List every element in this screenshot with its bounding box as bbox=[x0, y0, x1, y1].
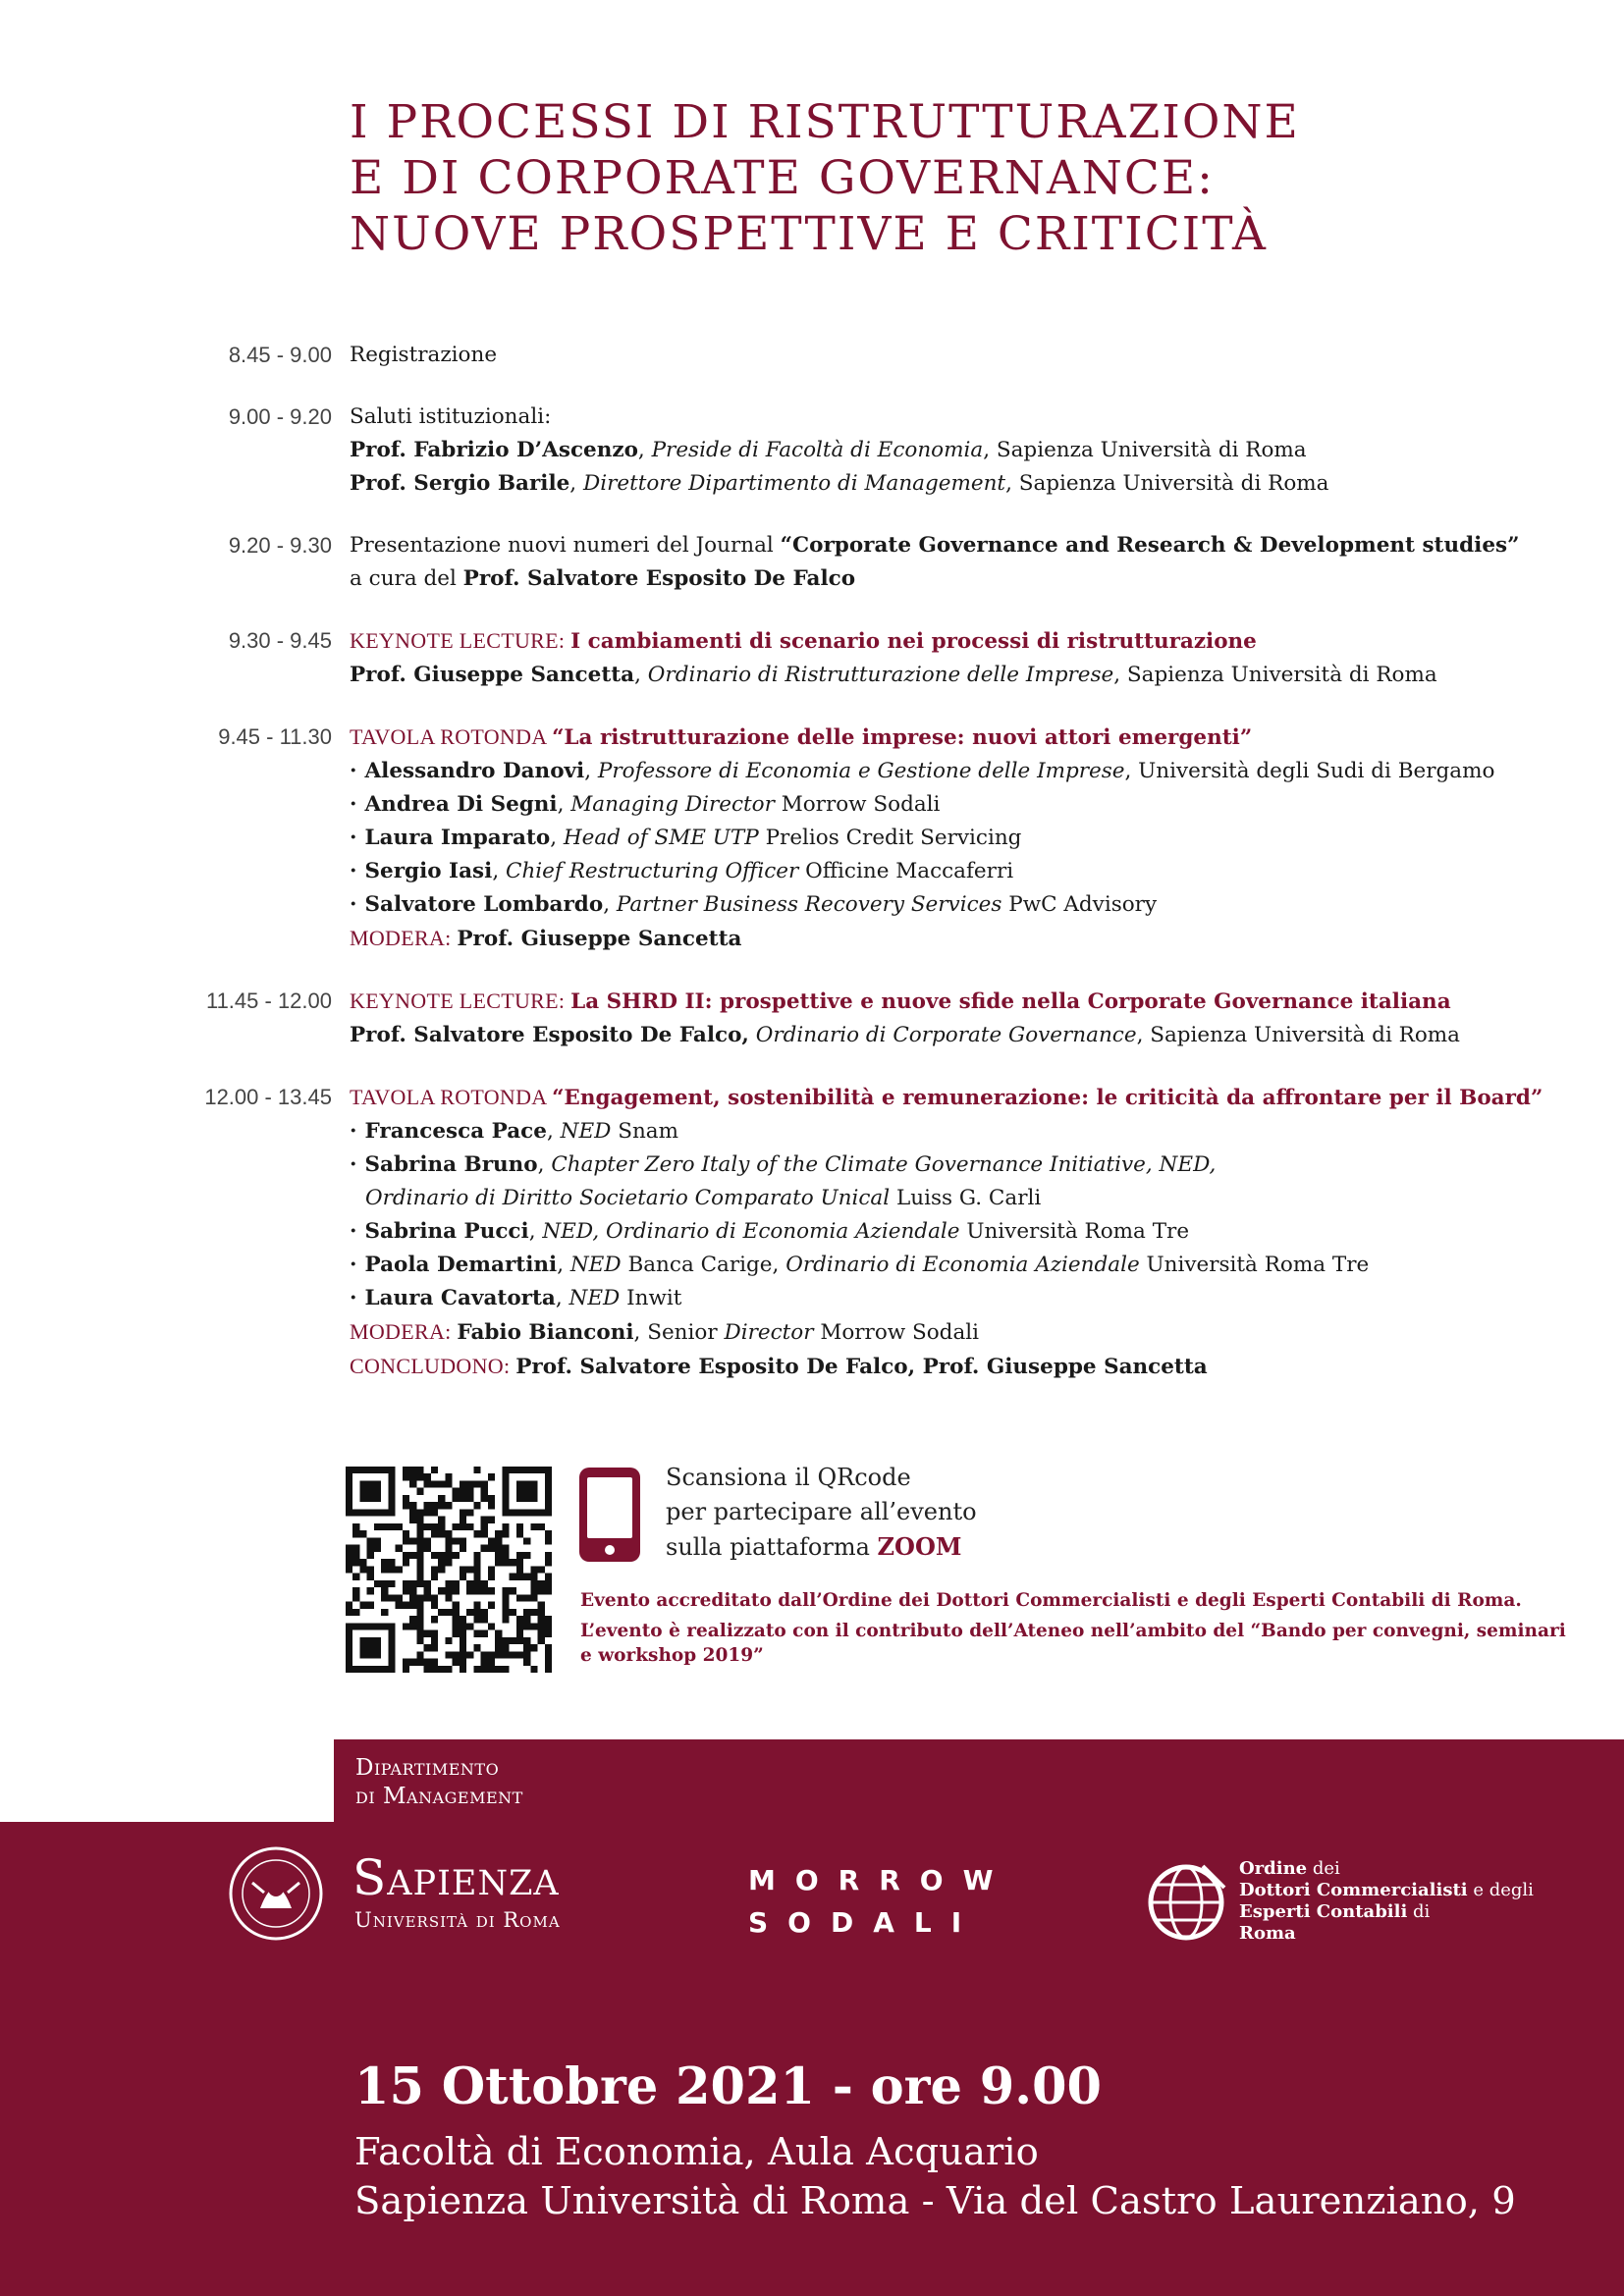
zoom-line-3: sulla piattaforma ZOOM bbox=[666, 1532, 962, 1561]
slot-journal bbox=[0, 529, 1624, 596]
event-notes bbox=[580, 1588, 1572, 1674]
globe-icon bbox=[1142, 1858, 1230, 1947]
sapienza-subtitle: Università di Roma bbox=[354, 1908, 561, 1932]
zoom-line-1: Scansiona il QRcode bbox=[666, 1464, 911, 1491]
zoom-instructions bbox=[666, 1461, 977, 1565]
panelist-line: · Sabrina Pucci, NED, Ordinario di Economia Aziendale Università Roma Tre bbox=[350, 1219, 1190, 1244]
title-line-2: E DI CORPORATE GOVERNANCE: bbox=[350, 151, 1216, 205]
panelist-line-cont: Ordinario di Diritto Societario Comparato Unical Luiss G. Carli bbox=[365, 1186, 1042, 1210]
funding-note: L’evento è realizzato con il contributo dell’Ateneo nell’ambito del “Bando per convegni, seminari e workshop 2019” bbox=[580, 1621, 1566, 1666]
speaker-line: Prof. Salvatore Esposito De Falco, Ordinario di Corporate Governance, Sapienza Università di Roma bbox=[350, 1023, 1460, 1047]
department-tab bbox=[0, 1739, 334, 1822]
panelist-line: · Salvatore Lombardo, Partner Business Recovery Services PwC Advisory bbox=[350, 892, 1158, 917]
slot-text: Registrazione bbox=[350, 343, 498, 367]
slot-time: 11.45 - 12.00 bbox=[205, 988, 332, 1013]
panelist-line: · Alessandro Danovi, Professore di Economia e Gestione delle Imprese, Università degli Sudi di Bergamo bbox=[350, 759, 1495, 783]
department-line-2: di Management bbox=[355, 1784, 523, 1809]
slot-time: 9.20 - 9.30 bbox=[228, 533, 332, 558]
zoom-platform-name: ZOOM bbox=[877, 1532, 962, 1561]
event-location-line-1: Facoltà di Economia, Aula Acquario bbox=[354, 2130, 1039, 2174]
panelist-line: · Andrea Di Segni, Managing Director Morrow Sodali bbox=[350, 792, 941, 817]
panelist-line: · Francesca Pace, NED Snam bbox=[350, 1119, 678, 1144]
slot-curator: a cura del Prof. Salvatore Esposito De Falco bbox=[350, 566, 856, 591]
panelist-line: · Sabrina Bruno, Chapter Zero Italy of the Climate Governance Initiative, NED, bbox=[350, 1152, 1217, 1177]
slot-time: 9.45 - 11.30 bbox=[218, 724, 332, 749]
panelist-line: · Sergio Iasi, Chief Restructuring Officer Officine Maccaferri bbox=[350, 859, 1014, 883]
slot-heading: TAVOLA ROTONDA “La ristrutturazione delle imprese: nuovi attori emergenti” bbox=[350, 724, 1253, 750]
smartphone-icon bbox=[579, 1468, 640, 1562]
slot-text: Presentazione nuovi numeri del Journal “Corporate Governance and Research & Development studies” bbox=[350, 533, 1520, 558]
slot-heading: KEYNOTE LECTURE: I cambiamenti di scenario nei processi di ristrutturazione bbox=[350, 628, 1257, 654]
slot-heading: TAVOLA ROTONDA “Engagement, sostenibilità e remunerazione: le criticità da affrontare per il Board” bbox=[350, 1085, 1543, 1110]
slot-time: 9.30 - 9.45 bbox=[228, 628, 332, 653]
program-schedule bbox=[0, 339, 1624, 1413]
moderator-line: MODERA: Prof. Giuseppe Sancetta bbox=[350, 926, 742, 951]
slot-time: 9.00 - 9.20 bbox=[228, 404, 332, 429]
panelist-line: · Laura Imparato, Head of SME UTP Prelios Credit Servicing bbox=[350, 826, 1022, 850]
slot-time: 12.00 - 13.45 bbox=[204, 1085, 332, 1109]
sapienza-wordmark: Sapienza bbox=[352, 1849, 560, 1906]
morrow-logo-line-1: MORROW bbox=[748, 1864, 1013, 1896]
title-line-3: NUOVE PROSPETTIVE E CRITICITÀ bbox=[350, 207, 1268, 261]
panelist-line: · Paola Demartini, NED Banca Carige, Ordinario di Economia Aziendale Università Roma Tre bbox=[350, 1253, 1370, 1277]
zoom-line-2: per partecipare all’evento bbox=[666, 1498, 977, 1525]
speaker-line: Prof. Sergio Barile, Direttore Dipartimento di Management, Sapienza Università di Roma bbox=[350, 471, 1329, 496]
panelist-line: · Laura Cavatorta, NED Inwit bbox=[350, 1286, 682, 1310]
slot-roundtable-2 bbox=[0, 1081, 1624, 1384]
event-location-line-2: Sapienza Università di Roma - Via del Castro Laurenziano, 9 bbox=[354, 2179, 1516, 2223]
slot-text: Saluti istituzionali: bbox=[350, 404, 552, 429]
accreditation-note: Evento accreditato dall’Ordine dei Dottori Commercialisti e degli Esperti Contabili di Roma. bbox=[580, 1590, 1522, 1611]
conclusion-line: CONCLUDONO: Prof. Salvatore Esposito De Falco, Prof. Giuseppe Sancetta bbox=[350, 1354, 1208, 1379]
event-date: 15 Ottobre 2021 - ore 9.00 bbox=[354, 2057, 1102, 2116]
moderator-line: MODERA: Fabio Bianconi, Senior Director Morrow Sodali bbox=[350, 1319, 980, 1345]
slot-time: 8.45 - 9.00 bbox=[228, 343, 332, 367]
sapienza-seal-icon bbox=[228, 1845, 324, 1942]
odc-roma-logo-text: Ordine dei Dottori Commercialisti e degli Esperti Contabili di Roma bbox=[1239, 1858, 1534, 1944]
speaker-line: Prof. Giuseppe Sancetta, Ordinario di Ristrutturazione delle Imprese, Sapienza Università di Roma bbox=[350, 663, 1437, 687]
title-line-1: I PROCESSI DI RISTRUTTURAZIONE bbox=[350, 95, 1300, 149]
slot-heading: KEYNOTE LECTURE: La SHRD II: prospettive e nuove sfide nella Corporate Governance italiana bbox=[350, 988, 1451, 1014]
slot-roundtable-1 bbox=[0, 721, 1624, 956]
slot-greetings bbox=[0, 400, 1624, 501]
department-name bbox=[355, 1754, 523, 1811]
slot-registration bbox=[0, 339, 1624, 372]
department-line-1: Dipartimento bbox=[355, 1755, 500, 1781]
morrow-logo-line-2: SODALI bbox=[748, 1906, 982, 1939]
speaker-line: Prof. Fabrizio D’Ascenzo, Preside di Facoltà di Economia, Sapienza Università di Roma bbox=[350, 438, 1307, 462]
qr-code-icon[interactable] bbox=[346, 1467, 552, 1673]
slot-keynote-2 bbox=[0, 985, 1624, 1052]
event-title bbox=[350, 94, 1528, 262]
slot-keynote-1 bbox=[0, 624, 1624, 692]
